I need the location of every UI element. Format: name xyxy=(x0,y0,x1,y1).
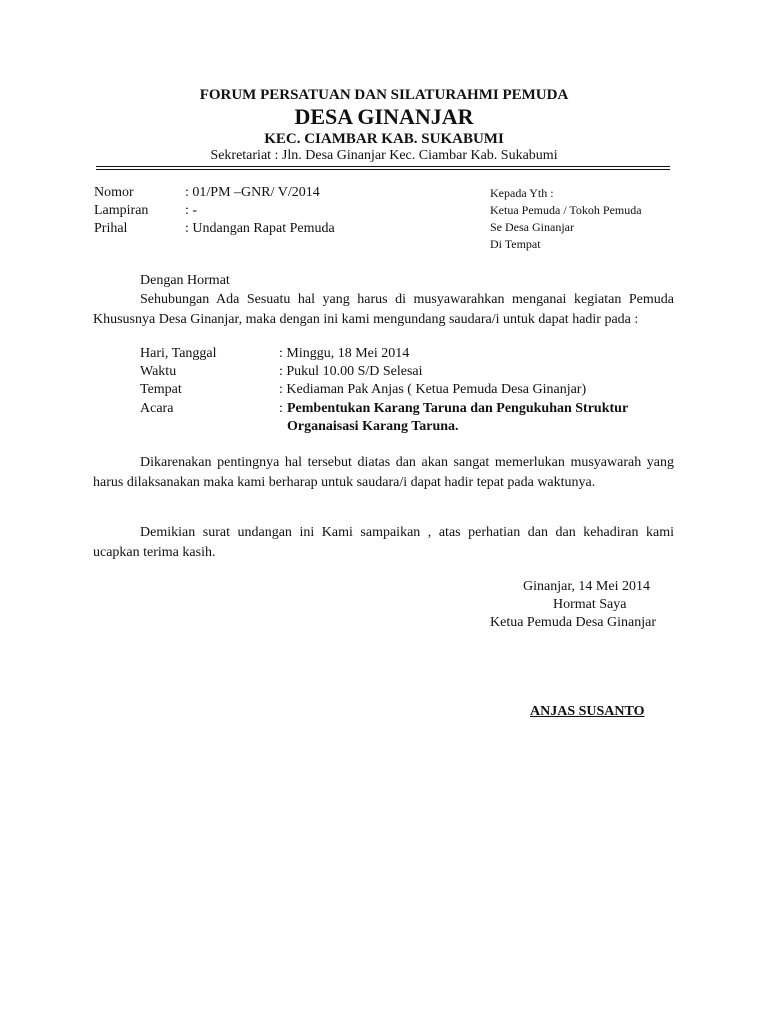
detail-time-label: Waktu xyxy=(140,364,177,379)
detail-date-label: Hari, Tanggal xyxy=(140,346,217,361)
detail-time-value: : Pukul 10.00 S/D Selesai xyxy=(279,364,423,379)
meta-nomor-label: Nomor xyxy=(94,185,134,200)
signature-closing: Hormat Saya xyxy=(553,597,627,612)
detail-event-value-line-2: Organaisasi Karang Taruna. xyxy=(287,419,459,434)
importance-text: Dikarenakan pentingnya hal tersebut diatas dan akan sangat memerlukan musyawarah yang harus dilaksanakan maka kami berharap untuk saudara/i dapat hadir tepat pada waktunya. xyxy=(93,455,674,490)
detail-event-label: Acara xyxy=(140,401,174,416)
intro-paragraph xyxy=(93,290,674,330)
meta-prihal-label: Prihal xyxy=(94,221,128,236)
meta-nomor-value: : 01/PM –GNR/ V/2014 xyxy=(185,185,320,200)
detail-place-label: Tempat xyxy=(140,382,182,397)
greeting: Dengan Hormat xyxy=(140,273,230,288)
recipient-line-3: Se Desa Ginanjar xyxy=(490,220,574,234)
detail-event-value-line-1: Pembentukan Karang Taruna dan Pengukuhan Struktur xyxy=(287,401,629,416)
detail-place-value: : Kediaman Pak Anjas ( Ketua Pemuda Desa Ginanjar) xyxy=(279,382,587,397)
signature-place-date: Ginanjar, 14 Mei 2014 xyxy=(523,579,650,594)
letterhead-divider-bottom xyxy=(96,169,670,170)
letterhead-divider-top xyxy=(96,166,670,167)
letterhead-organization: FORUM PERSATUAN DAN SILATURAHMI PEMUDA xyxy=(199,87,569,103)
detail-date-value: : Minggu, 18 Mei 2014 xyxy=(279,346,410,361)
meta-prihal-value: : Undangan Rapat Pemuda xyxy=(185,221,335,236)
closing-paragraph xyxy=(93,523,674,563)
recipient-line-1: Kepada Yth : xyxy=(490,186,554,200)
closing-text: Demikian surat undangan ini Kami sampaikan , atas perhatian dan dan kehadiran kami ucapkan terima kasih. xyxy=(93,525,674,560)
letterhead-address: Sekretariat : Jln. Desa Ginanjar Kec. Ciambar Kab. Sukabumi xyxy=(210,148,558,163)
meta-lampiran-label: Lampiran xyxy=(94,203,149,218)
intro-text: Sehubungan Ada Sesuatu hal yang harus di musyawarahkan menganai kegiatan Pemuda Khususnya Desa Ginanjar, maka dengan ini kami mengundang saudara/i untuk dapat hadir pada : xyxy=(93,292,674,327)
letterhead-district: KEC. CIAMBAR KAB. SUKABUMI xyxy=(264,131,504,147)
meta-lampiran-value: : - xyxy=(185,203,198,218)
signature-title: Ketua Pemuda Desa Ginanjar xyxy=(490,615,656,630)
letterhead-village: DESA GINANJAR xyxy=(294,104,474,129)
recipient-line-2: Ketua Pemuda / Tokoh Pemuda xyxy=(490,203,642,217)
detail-event-colon: : xyxy=(279,401,283,416)
importance-paragraph xyxy=(93,453,674,493)
signature-name: ANJAS SUSANTO xyxy=(530,704,645,719)
recipient-line-4: Di Tempat xyxy=(490,237,541,251)
